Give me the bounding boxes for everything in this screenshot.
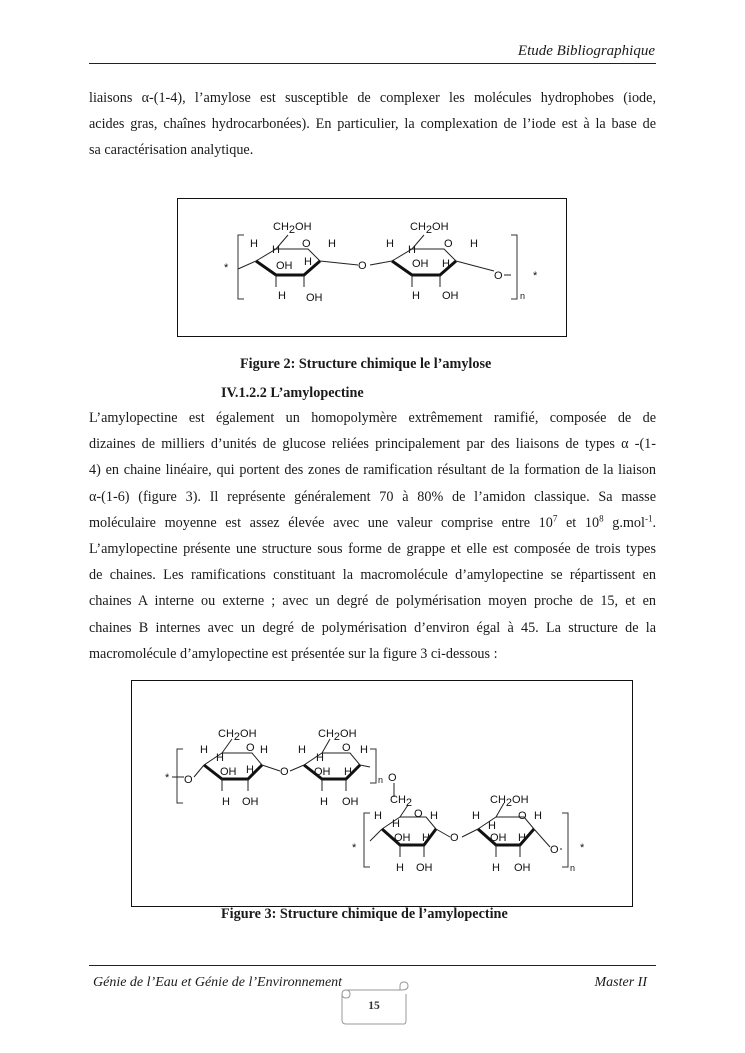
- paragraph-amylose-end: [89, 85, 656, 164]
- polymer-end-star: *: [224, 262, 229, 274]
- svg-text:n: n: [378, 775, 384, 785]
- svg-text:H: H: [328, 238, 336, 250]
- text-line: 4) en chaine linéaire, qui portent des zones de ramification résultant de la formation de la liaison: [89, 462, 656, 479]
- svg-text:O: O: [414, 808, 423, 820]
- section-heading: IV.1.2.2 L’amylopectine: [221, 385, 364, 401]
- svg-text:H: H: [298, 744, 306, 756]
- header-rule: [89, 63, 656, 64]
- glucose-ring-top-1: [194, 728, 280, 808]
- text-line: acides gras, chaînes hydrocarbonées). En particulier, la complexation de l’iode est à la base de: [89, 116, 656, 133]
- figure-2-caption: Figure 2: Structure chimique le l’amylose: [240, 356, 492, 372]
- svg-text:O: O: [246, 742, 255, 754]
- text-line: α-(1-6) (figure 3). Il représente généralement 70 à 80% de l’amidon classique. Sa masse: [89, 488, 656, 505]
- paragraph-amylopectine: [89, 405, 656, 667]
- glucose-ring-top-2: [290, 728, 397, 808]
- svg-text:H: H: [344, 766, 352, 778]
- svg-text:OH: OH: [276, 260, 293, 272]
- svg-text:H: H: [320, 796, 328, 808]
- svg-text:CH2OH: CH2OH: [218, 728, 257, 743]
- svg-text:O: O: [550, 844, 559, 856]
- svg-text:O: O: [450, 832, 459, 844]
- svg-text:H: H: [534, 810, 542, 822]
- footer-rule: [89, 965, 656, 966]
- svg-text:H: H: [250, 238, 258, 250]
- svg-text:H: H: [200, 744, 208, 756]
- svg-text:OH: OH: [394, 832, 411, 844]
- text-line: chaines B internes avec un degré de polymérisation d’environ égal à 45. La structure de la: [89, 619, 656, 636]
- svg-text:H: H: [260, 744, 268, 756]
- svg-text:H: H: [412, 290, 420, 302]
- svg-text:H: H: [216, 752, 224, 764]
- svg-text:H: H: [386, 238, 394, 250]
- svg-text:O: O: [184, 774, 193, 786]
- svg-text:OH: OH: [490, 832, 507, 844]
- running-header: Etude Bibliographique: [517, 43, 655, 59]
- glucose-ring-bottom-1: [370, 794, 450, 874]
- amylopectine-structure-diagram: [132, 681, 632, 906]
- text-line: sa caractérisation analytique.: [89, 142, 254, 159]
- svg-text:*: *: [352, 842, 357, 854]
- svg-text:n: n: [570, 863, 576, 873]
- figure-amylose-frame: [177, 198, 567, 337]
- svg-text:OH: OH: [514, 862, 531, 874]
- svg-text:H: H: [278, 290, 286, 302]
- svg-text:CH2OH: CH2OH: [410, 221, 449, 236]
- svg-text:H: H: [360, 744, 368, 756]
- repeat-n: n: [520, 291, 526, 301]
- text-line: L’amylopectine est également un homopolymère extrêmement ramifié, composée de de: [89, 410, 656, 426]
- svg-text:O: O: [302, 238, 311, 250]
- svg-text:H: H: [304, 256, 312, 268]
- svg-text:OH: OH: [442, 290, 459, 302]
- text-line-molar-mass: moléculaire moyenne est assez élevée avec une valeur comprise entre $10^7$ et $10^8$ g.mol$^{-1}$.: [89, 513, 656, 531]
- figure-amylopectine-frame: [131, 680, 633, 907]
- svg-text:CH2: CH2: [390, 794, 413, 809]
- svg-text:H: H: [422, 832, 430, 844]
- svg-text:H: H: [246, 764, 254, 776]
- svg-text:CH2OH: CH2OH: [273, 221, 312, 236]
- svg-text:H: H: [470, 238, 478, 250]
- glucose-ring-bottom-2: [462, 794, 562, 874]
- svg-text:OH: OH: [314, 766, 331, 778]
- svg-text:CH2OH: CH2OH: [490, 794, 529, 809]
- svg-text:O: O: [280, 766, 289, 778]
- svg-text:*: *: [165, 772, 170, 784]
- svg-text:OH: OH: [342, 796, 359, 808]
- svg-text:OH: OH: [306, 292, 323, 304]
- glucose-ring-2: [370, 221, 511, 302]
- svg-text:CH2OH: CH2OH: [318, 728, 357, 743]
- svg-text:O: O: [342, 742, 351, 754]
- svg-text:H: H: [272, 244, 280, 256]
- svg-text:H: H: [488, 820, 496, 832]
- svg-text:O: O: [388, 772, 397, 784]
- svg-text:H: H: [222, 796, 230, 808]
- svg-text:OH: OH: [416, 862, 433, 874]
- svg-text:H: H: [472, 810, 480, 822]
- polymer-end-star: *: [533, 270, 538, 282]
- svg-text:H: H: [430, 810, 438, 822]
- svg-text:OH: OH: [242, 796, 259, 808]
- svg-text:H: H: [392, 818, 400, 830]
- text-line: L’amylopectine présente une structure sous forme de grappe et elle est composée de trois types: [89, 541, 656, 558]
- svg-text:O: O: [494, 270, 503, 282]
- glycosidic-oxygen: O: [358, 260, 367, 272]
- svg-text:*: *: [580, 842, 585, 854]
- glucose-ring-1: [238, 221, 358, 304]
- text-line: dizaines de milliers d’unités de glucose reliées principalement par des liaisons de types α -(1-: [89, 436, 656, 453]
- svg-text:H: H: [408, 244, 416, 256]
- text-line: macromolécule d’amylopectine est présentée sur la figure 3 ci-dessous :: [89, 645, 498, 662]
- page-number: 15: [368, 1000, 380, 1012]
- footer-degree: Master II: [594, 975, 647, 990]
- svg-text:H: H: [396, 862, 404, 874]
- svg-text:H: H: [518, 832, 526, 844]
- svg-text:OH: OH: [220, 766, 237, 778]
- text-line: liaisons α-(1-4), l’amylose est susceptible de complexer les molécules hydrophobes (iode,: [89, 90, 656, 106]
- text-line: chaines A interne ou externe ; avec un degré de polymérisation moyen proche de 15, et en: [89, 593, 656, 610]
- svg-text:OH: OH: [412, 258, 429, 270]
- svg-text:H: H: [316, 752, 324, 764]
- svg-text:O: O: [444, 238, 453, 250]
- figure-3-caption: Figure 3: Structure chimique de l’amylopectine: [221, 906, 508, 922]
- footer-program: Génie de l’Eau et Génie de l’Environnement: [93, 975, 343, 990]
- svg-text:H: H: [374, 810, 382, 822]
- svg-text:O: O: [518, 810, 527, 822]
- amylose-structure-diagram: [178, 199, 566, 336]
- svg-text:H: H: [492, 862, 500, 874]
- svg-text:H: H: [442, 258, 450, 270]
- text-line: de chaines. Les ramifications constituant la macromolécule d’amylopectine se répartissent en: [89, 567, 656, 584]
